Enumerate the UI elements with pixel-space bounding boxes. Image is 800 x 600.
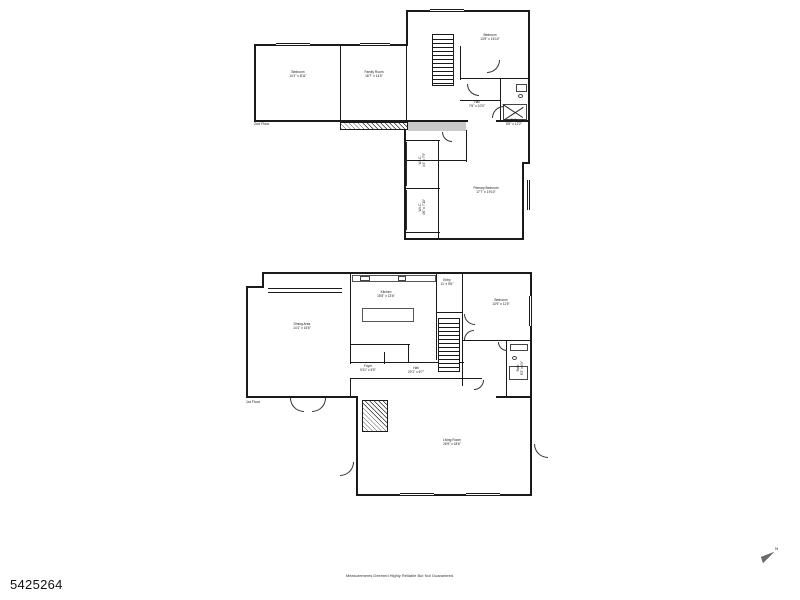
wall-interior xyxy=(466,130,467,162)
wall xyxy=(522,162,524,240)
room-label: Primary Bedroom 17'7" x 19'10" xyxy=(473,186,499,194)
window xyxy=(527,180,530,210)
room-label: Entry 11' x 5'6" xyxy=(440,278,454,286)
deck-hatch-area xyxy=(340,122,408,130)
closet-shelf xyxy=(406,142,407,186)
wall xyxy=(530,396,532,496)
room-label: Bedroom 13'9" x 11'5" xyxy=(492,298,510,306)
wall-interior xyxy=(404,232,440,233)
door-swing xyxy=(442,132,452,142)
wall xyxy=(262,272,264,288)
wall-interior xyxy=(436,274,437,360)
window xyxy=(400,493,434,496)
room-label: W.I.C. 4'4" x 7'9" xyxy=(418,152,426,168)
wall-interior xyxy=(462,340,530,341)
wall-interior xyxy=(340,44,341,122)
north-arrow-label: N xyxy=(775,546,778,551)
staircase xyxy=(432,34,454,86)
wall xyxy=(246,286,248,398)
wall xyxy=(356,494,532,496)
level-label-first xyxy=(246,400,260,404)
room-label: Kitchen 15'6" x 13'6" xyxy=(377,290,395,298)
north-arrow xyxy=(752,546,778,572)
room-label: Living Room 26'9" x 18'6" xyxy=(443,438,461,446)
wall-interior xyxy=(462,274,463,386)
room-label: Hall 7'6" x 10'0" xyxy=(469,100,485,108)
wall xyxy=(406,10,408,46)
wall-interior xyxy=(460,78,528,79)
wall-interior xyxy=(436,312,462,313)
room-label: Family Room 18'7" x 14'5" xyxy=(364,70,384,78)
kitchen-island xyxy=(362,308,414,322)
wall-interior xyxy=(350,378,482,379)
sink-fixture xyxy=(360,276,370,281)
wall-interior xyxy=(404,140,440,141)
window xyxy=(529,296,532,326)
door-swing xyxy=(340,462,354,476)
fireplace-hatch xyxy=(362,400,388,432)
room-label: Bedroom 13'9" x 16'10" xyxy=(480,33,500,41)
window xyxy=(360,43,390,46)
door-swing xyxy=(534,444,548,458)
wall xyxy=(528,10,530,130)
shaded-landing xyxy=(408,122,466,131)
window xyxy=(466,493,500,496)
wall xyxy=(496,396,532,398)
room-label: Hall 20'1" x 6'7" xyxy=(408,366,424,374)
wall-interior xyxy=(350,274,351,364)
disclaimer-text: Measurements Deemed Highly Reliable But Not Guaranteed. xyxy=(345,573,455,578)
door-swing xyxy=(464,314,475,325)
wall xyxy=(404,238,524,240)
closet-shelf xyxy=(406,190,407,230)
room-label: Bath 8'2" x 4'9" xyxy=(516,360,524,376)
wall xyxy=(530,272,532,396)
window-band xyxy=(268,288,342,293)
room-label: Bath 8'5" x 12'2" xyxy=(506,118,522,126)
room-label: Bedroom 14'1" x 8'11" xyxy=(289,70,307,78)
level-label-second-text: 2nd Floor xyxy=(254,122,270,126)
level-label-second xyxy=(254,122,269,126)
door-swing xyxy=(498,342,507,351)
sink-fixture xyxy=(518,94,523,98)
wall-interior xyxy=(460,46,461,80)
range-fixture xyxy=(398,276,406,281)
entry-door-swing xyxy=(290,398,304,412)
window xyxy=(430,9,464,12)
entry-door-swing xyxy=(312,398,326,412)
wall xyxy=(262,272,532,274)
north-arrow-glyph xyxy=(752,550,778,572)
staircase xyxy=(438,318,460,372)
door-swing xyxy=(474,380,484,390)
wall-interior xyxy=(350,344,410,345)
wall-interior xyxy=(404,160,466,161)
door-swing xyxy=(467,84,479,96)
wall-interior xyxy=(406,44,407,122)
wall xyxy=(356,396,358,496)
wall xyxy=(254,44,256,122)
wall-interior xyxy=(408,344,409,362)
door-swing xyxy=(464,330,474,340)
level-label-first-text: 1st Floor xyxy=(246,400,261,404)
room-label: Foyer 5'11" x 5'5" xyxy=(360,364,376,372)
wall xyxy=(406,10,530,12)
room-label: Dining Area 14'1" x 15'6" xyxy=(293,322,311,330)
wall xyxy=(528,130,530,164)
wall-interior xyxy=(384,352,385,364)
door-swing xyxy=(487,60,500,73)
bathtub-fixture xyxy=(516,84,527,92)
mls-number: 5425264 xyxy=(10,577,63,592)
room-label: W.I.C. 4'6" x 7'10" xyxy=(418,199,426,215)
bathtub-fixture xyxy=(510,344,528,351)
wall-interior xyxy=(350,378,351,396)
window xyxy=(276,43,310,46)
